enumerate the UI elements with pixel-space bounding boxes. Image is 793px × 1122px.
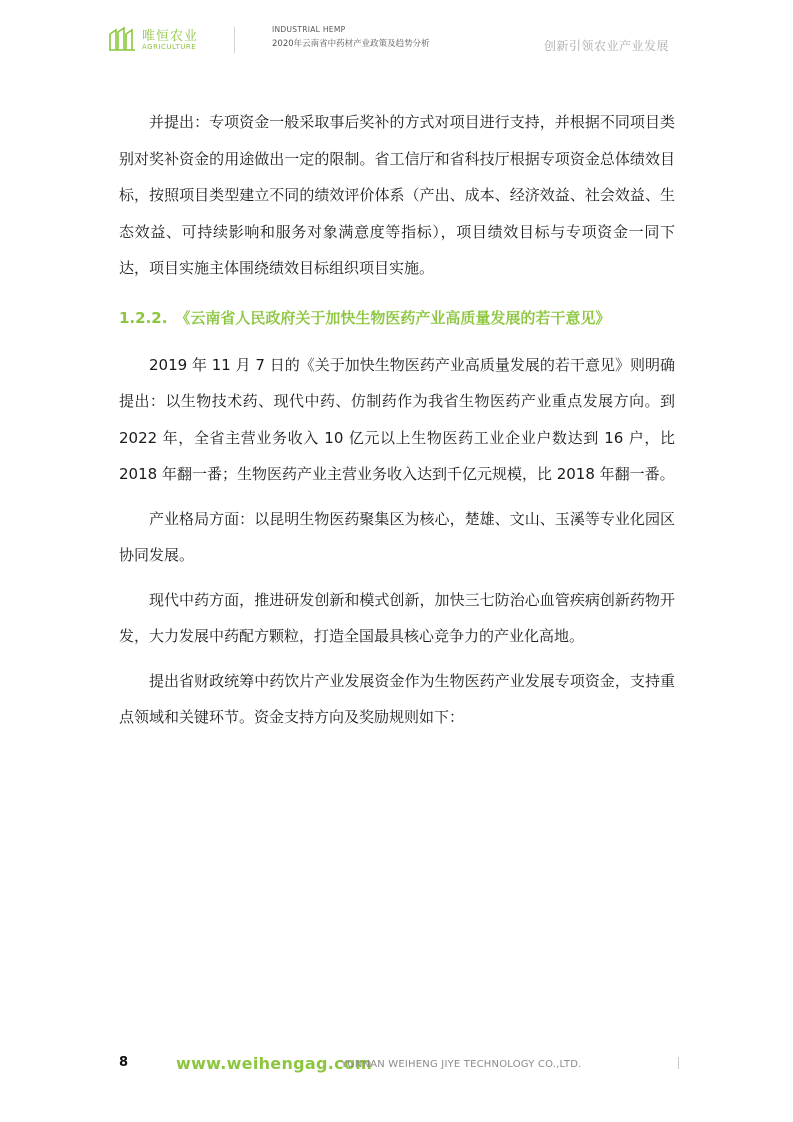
header-english-title: INDUSTRIAL HEMP: [272, 25, 346, 34]
footer-website-link[interactable]: www.weihengag.com: [176, 1054, 373, 1073]
section-number: 1.2.2.: [119, 308, 168, 327]
logo-leaf-icon: [108, 26, 138, 52]
body-paragraph: 并提出：专项资金一般采取事后奖补的方式对项目进行支持，并根据不同项目类别对奖补资金的用途做出一定的限制。省工信厅和省科技厅根据专项资金总体绩效目标，按照项目类型建立不同的绩效评价体系（产出、成本、经济效益、社会效益、生态效益、可持续影响和服务对象满意度等指标），项目绩效目标与专项资金一同下达，项目实施主体围绕绩效目标组织项目实施。: [119, 113, 675, 277]
body-paragraph: 产业格局方面：以昆明生物医药聚集区为核心，楚雄、文山、玉溪等专业化园区协同发展。: [119, 509, 675, 564]
page-header: [0, 0, 793, 70]
footer-company-name: YUNNAN WEIHENG JIYE TECHNOLOGY CO.,LTD.: [341, 1059, 582, 1070]
page-body: [119, 104, 675, 736]
logo-chinese-name: 唯恒农业: [142, 29, 199, 44]
body-paragraph: 2019 年 11 月 7 日的《关于加快生物医药产业高质量发展的若干意见》则明确提出：以生物技术药、现代中药、仿制药作为我省生物医药产业重点发展方向。到 2022 年，全省主营业务收入 10 亿元以上生物医药工业企业户数达到 16 户，比 2018 年翻一番；生物医药产业主营业务收入达到千亿元规模，比 2018 年翻一番。: [119, 355, 675, 483]
body-paragraph: 现代中药方面，推进研发创新和模式创新，加快三七防治心血管疾病创新药物开发，大力发展中药配方颗粒，打造全国最具核心竞争力的产业化高地。: [119, 590, 675, 645]
logo-english-name: AGRICULTURE: [142, 43, 197, 51]
header-divider: [234, 27, 235, 53]
company-logo: [108, 24, 228, 56]
body-paragraph: 提出省财政统筹中药饮片产业发展资金作为生物医药产业发展专项资金，支持重点领域和关键环节。资金支持方向及奖励规则如下：: [119, 671, 675, 726]
header-report-title: 2020年云南省中药材产业政策及趋势分析: [272, 39, 430, 49]
header-slogan: 创新引领农业产业发展: [543, 39, 669, 53]
footer-divider: [678, 1057, 679, 1069]
section-heading: [119, 305, 675, 331]
section-title: 《云南省人民政府关于加快生物医药产业高质量发展的若干意见》: [175, 308, 611, 327]
page-number: 8: [119, 1055, 129, 1070]
